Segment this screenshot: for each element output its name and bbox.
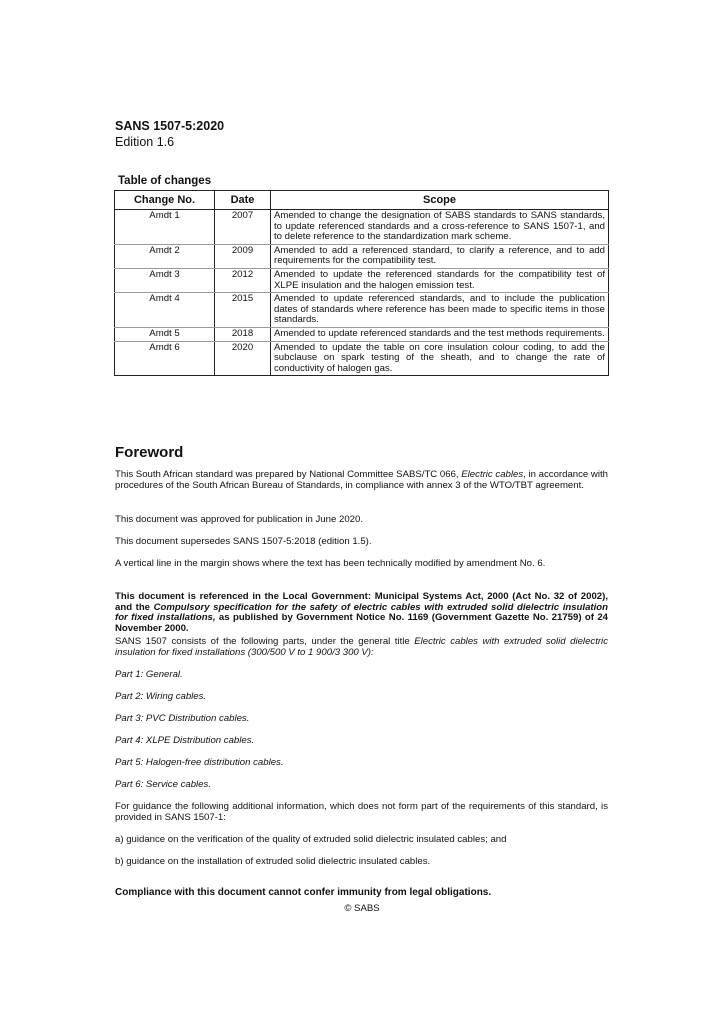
foreword-heading: Foreword [115, 444, 184, 461]
compliance-statement: Compliance with this document cannot confer immunity from legal obligations. [115, 887, 492, 898]
part-list-item: Part 2: Wiring cables. [115, 691, 207, 702]
scope-cell: Amended to change the designation of SABS standards to SANS standards, to update referenced standards and a cross-reference to SANS 1507-1, and to delete reference to the standardization mark scheme. [271, 210, 609, 245]
changes-table-header-row [115, 191, 609, 210]
date-cell: 2012 [215, 268, 271, 292]
header-change-no: Change No. [115, 191, 215, 210]
part-list-item: Part 5: Halogen-free distribution cables. [115, 757, 284, 768]
change-no-cell: Amdt 6 [115, 341, 215, 376]
foreword-paragraph-guidance [115, 802, 608, 823]
guidance-item-a: a) guidance on the verification of the quality of extruded solid dielectric insulated cables; and [115, 834, 507, 845]
change-no-cell: Amdt 5 [115, 327, 215, 341]
table-row [115, 244, 609, 268]
date-cell: 2009 [215, 244, 271, 268]
paragraph-text: This document supersedes SANS 1507-5:2018 (edition 1.5). [115, 536, 372, 547]
guidance-item-b: b) guidance on the installation of extruded solid dielectric insulated cables. [115, 856, 431, 867]
scope-cell: Amended to update the referenced standards for the compatibility test of XLPE insulation and the halogen emission test. [271, 268, 609, 292]
part-list-item: Part 4: XLPE Distribution cables. [115, 735, 255, 746]
table-row [115, 341, 609, 376]
date-cell: 2020 [215, 341, 271, 376]
scope-cell: Amended to update referenced standards and the test methods requirements. [271, 327, 609, 341]
document-id: SANS 1507-5:2020 [115, 119, 225, 133]
table-row [115, 268, 609, 292]
date-cell: 2015 [215, 293, 271, 328]
paragraph-text: SANS 1507 consists of the following parts, under the general title [115, 636, 415, 647]
foreword-paragraph-amendment [115, 559, 608, 570]
paragraph-text: This document is referenced in the Local Government: Municipal Systems Act, 2000 (Act No. 32 of 2002), and the [115, 591, 608, 613]
paragraph-text: This South African standard was prepared by National Committee SABS/TC 066, [115, 469, 462, 480]
compulsory-spec-title: Compulsory specification for the safety of electric cables with extruded solid dielectric insulation for fixed installations, [115, 601, 608, 624]
foreword-paragraph-referenced [115, 592, 608, 634]
paragraph-text: A vertical line in the margin shows where the text has been technically modified by amendment No. 6. [115, 558, 546, 569]
scope-cell: Amended to update the table on core insulation colour coding, to add the subclause on spark testing of the sheath, and to change the rate of conductivity of halogen gas. [271, 341, 609, 376]
general-title-italic: Electric cables with extruded solid dielectric insulation for fixed installations (300/500 V to 1 900/3 300 V): [115, 636, 608, 658]
change-no-cell: Amdt 4 [115, 293, 215, 328]
change-no-cell: Amdt 1 [115, 210, 215, 245]
foreword-paragraph-parts [115, 637, 608, 658]
part-list-item: Part 6: Service cables. [115, 779, 211, 790]
edition-label: Edition 1.6 [115, 135, 175, 149]
paragraph-text: This document was approved for publication in June 2020. [115, 514, 363, 525]
table-row [115, 327, 609, 341]
date-cell: 2007 [215, 210, 271, 245]
committee-title-italic: Electric cables [461, 469, 524, 480]
table-row [115, 293, 609, 328]
part-list-item: Part 1: General. [115, 669, 183, 680]
changes-table-title: Table of changes [118, 175, 212, 187]
paragraph-text: For guidance the following additional information, which does not form part of the requirements of this standard, is provided in SANS 1507-1: [115, 801, 608, 823]
change-no-cell: Amdt 3 [115, 268, 215, 292]
copyright-notice: © SABS [344, 903, 380, 914]
changes-table [114, 190, 609, 376]
header-date: Date [215, 191, 271, 210]
scope-cell: Amended to add a referenced standard, to clarify a reference, and to add requirements for the compatibility test. [271, 244, 609, 268]
foreword-paragraph-approval [115, 515, 608, 526]
header-scope: Scope [271, 191, 609, 210]
foreword-paragraph-committee [115, 470, 608, 491]
change-no-cell: Amdt 2 [115, 244, 215, 268]
paragraph-text: as published by Government Notice No. 1169 (Government Gazette No. 21759) of 24 November 2000. [115, 612, 609, 634]
date-cell: 2018 [215, 327, 271, 341]
table-row [115, 210, 609, 245]
paragraph-text: , in accordance with procedures of the South African Bureau of Standards, in compliance with annex 3 of the WTO/TBT agreement. [115, 469, 608, 491]
scope-cell: Amended to update referenced standards, and to include the publication dates of standards where reference has been made to specific items in those standards. [271, 293, 609, 328]
part-list-item: Part 3: PVC Distribution cables. [115, 713, 250, 724]
foreword-paragraph-supersedes [115, 537, 608, 548]
